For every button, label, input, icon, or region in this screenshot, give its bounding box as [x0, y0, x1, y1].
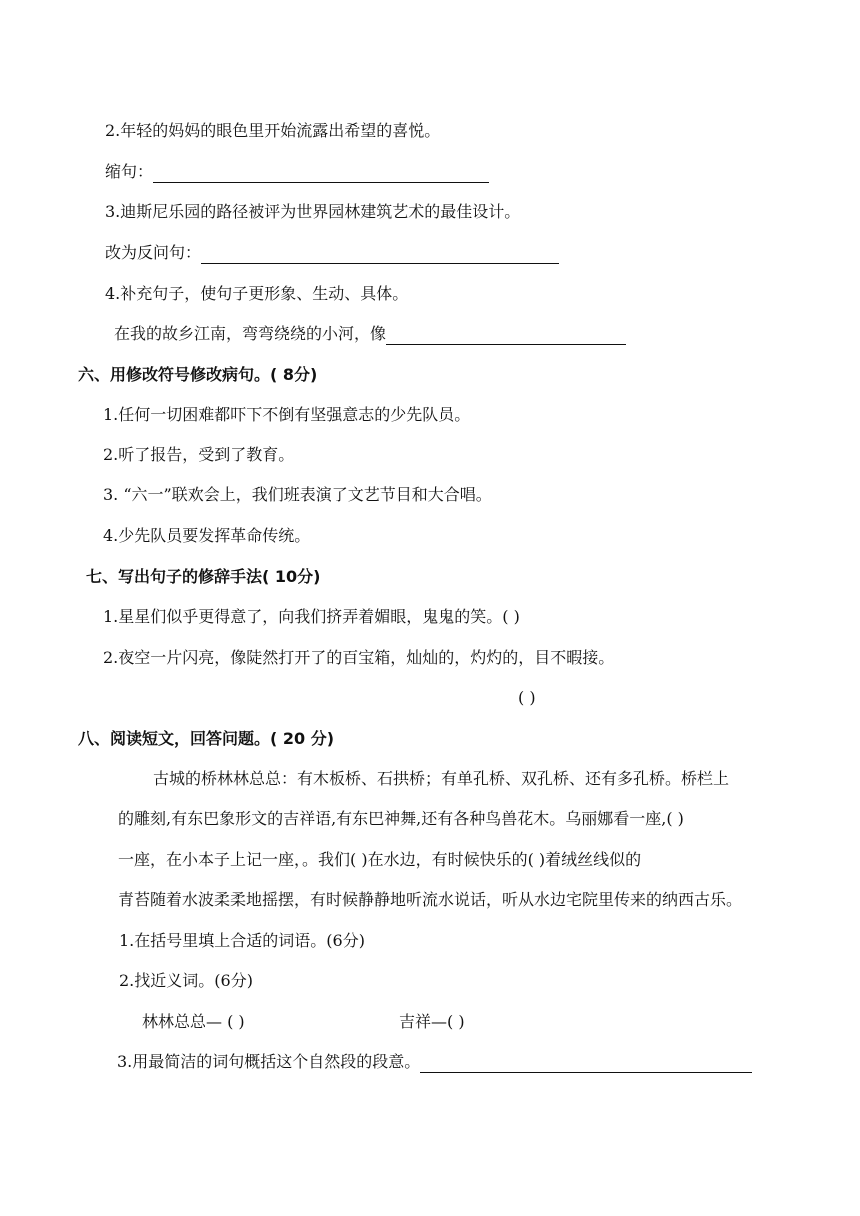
q8-2-text: 2.找近义词。(6分) — [119, 971, 253, 990]
q5-3-answer-blank[interactable] — [201, 245, 559, 264]
q7-item-2-paren[interactable]: ( ) — [518, 688, 536, 707]
q7-item-1: 1.星星们似乎更得意了，向我们挤弄着媚眼，鬼鬼的笑。( ) — [103, 607, 520, 626]
q6-item-2: 2.听了报告，受到了教育。 — [103, 445, 295, 464]
passage-line-4: 青苔随着水波柔柔地摇摆，有时候静静地听流水说话，听从水边宅院里传来的纳西古乐。 — [118, 890, 743, 909]
q8-2-synonym-1[interactable]: 林林总总— ( ) — [142, 1012, 245, 1031]
q8-2-synonym-2[interactable]: 吉祥—( ) — [399, 1012, 465, 1031]
q5-2-answer-blank[interactable] — [153, 164, 489, 183]
q6-item-1: 1.任何一切困难都吓下不倒有坚强意志的少先队员。 — [103, 405, 471, 424]
q8-1-text: 1.在括号里填上合适的词语。(6分) — [119, 931, 365, 950]
q6-item-4: 4.少先队员要发挥革命传统。 — [103, 526, 311, 545]
q5-4-sentence: 在我的故乡江南，弯弯绕绕的小河，像 — [114, 324, 387, 343]
q5-2-text: 2.年轻的妈妈的眼色里开始流露出希望的喜悦。 — [105, 121, 441, 140]
q8-3-answer-blank[interactable] — [420, 1054, 752, 1073]
section-6-heading: 六、用修改符号修改病句。( 8分) — [78, 365, 318, 384]
q5-4-text: 4.补充句子，使句子更形象、生动、具体。 — [105, 284, 409, 303]
q5-3-label: 改为反问句： — [105, 243, 202, 262]
section-8-heading: 八、阅读短文，回答问题。( 20 分) — [78, 729, 335, 748]
passage-line-2: 的雕刻,有东巴象形文的吉祥语,有东巴神舞,还有各种鸟兽花木。乌丽娜看一座,( ) — [118, 809, 684, 828]
q8-3-row — [117, 1051, 752, 1073]
q5-4-answer-row — [114, 323, 626, 345]
section-7-heading: 七、写出句子的修辞手法( 10分) — [86, 567, 321, 586]
q5-2-answer-row — [105, 161, 489, 183]
q8-3-text: 3.用最简洁的词句概括这个自然段的段意。 — [117, 1052, 421, 1071]
q5-4-answer-blank[interactable] — [386, 326, 626, 345]
q7-item-2: 2.夜空一片闪亮，像陡然打开了的百宝箱，灿灿的，灼灼的，目不暇接。 — [103, 648, 615, 667]
passage-line-1: 古城的桥林林总总：有木板桥、石拱桥；有单孔桥、双孔桥、还有多孔桥。桥栏上 — [153, 769, 730, 788]
q5-3-text: 3.迪斯尼乐园的路径被评为世界园林建筑艺术的最佳设计。 — [105, 202, 521, 221]
q6-item-3: 3. “六一”联欢会上，我们班表演了文艺节目和大合唱。 — [103, 485, 492, 504]
q5-3-answer-row — [105, 242, 559, 264]
q5-2-label: 缩句： — [105, 162, 154, 181]
passage-line-3: 一座，在小本子上记一座，。我们( )在水边，有时候快乐的( )着绒丝线似的 — [118, 850, 642, 869]
